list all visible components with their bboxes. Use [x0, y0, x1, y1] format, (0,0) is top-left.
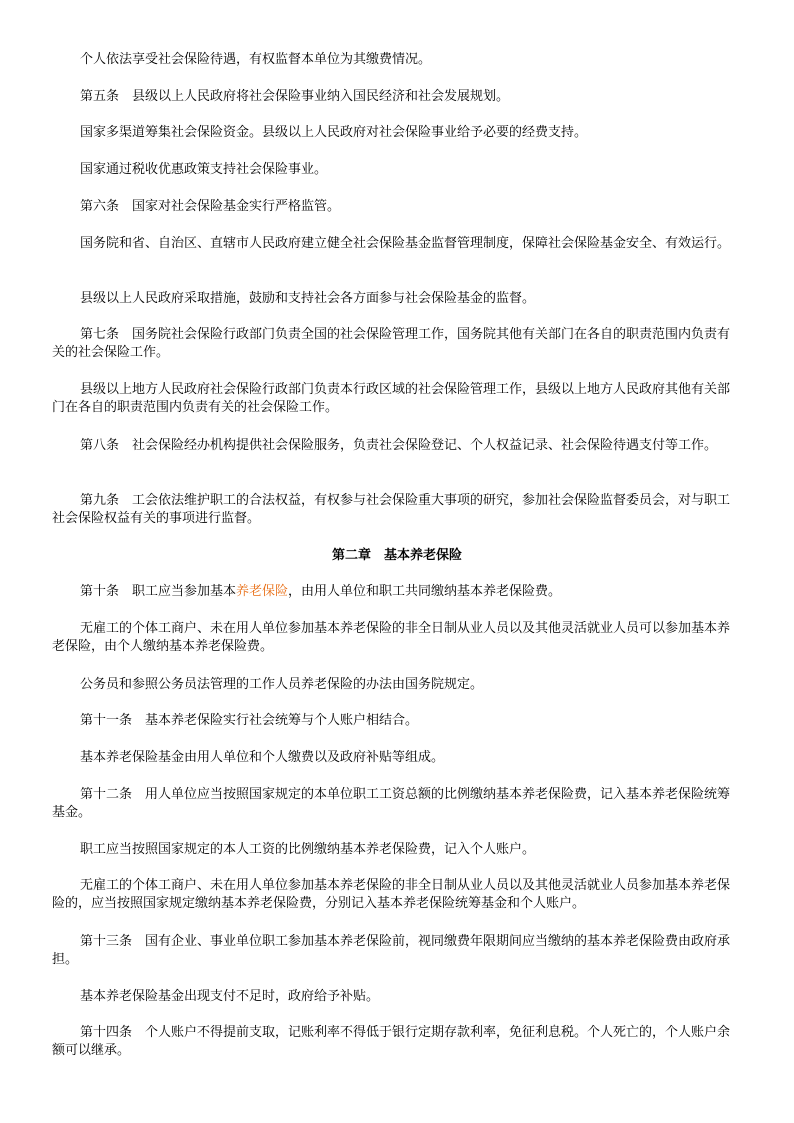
pension-insurance-link[interactable]: 养老保险	[236, 584, 289, 599]
paragraph: 基本养老保险基金由用人单位和个人缴费以及政府补贴等组成。	[80, 750, 445, 765]
paragraph-article-6: 第六条 国家对社会保险基金实行严格监管。	[80, 199, 341, 214]
paragraph-article-12: 第十二条 用人单位应当按照国家规定的本单位职工工资总额的比例缴纳基本养老保险费，记入基本养老保险统筹基金。	[52, 787, 731, 820]
paragraph-article-5: 第五条 县级以上人民政府将社会保险事业纳入国民经济和社会发展规划。	[80, 89, 510, 104]
paragraph-article-14: 第十四条 个人账户不得提前支取，记账利率不得低于银行定期存款利率，免征利息税。个人死亡的，个人账户余额可以继承。	[52, 1025, 731, 1058]
paragraph: 县级以上人民政府采取措施，鼓励和支持社会各方面参与社会保险基金的监督。	[80, 291, 536, 306]
paragraph-article-9: 第九条 工会依法维护职工的合法权益，有权参与社会保险重大事项的研究，参加社会保险监督委员会，对与职工社会保险权益有关的事项进行监督。	[52, 493, 731, 526]
paragraph: 个人依法享受社会保险待遇，有权监督本单位为其缴费情况。	[80, 52, 432, 67]
paragraph-article-11: 第十一条 基本养老保险实行社会统筹与个人账户相结合。	[80, 713, 419, 728]
paragraph-article-8: 第八条 社会保险经办机构提供社会保险服务，负责社会保险登记、个人权益记录、社会保险待遇支付等工作。	[80, 438, 718, 453]
article-10-text-after: ，由用人单位和职工共同缴纳基本养老保险费。	[288, 584, 562, 599]
paragraph: 基本养老保险基金出现支付不足时，政府给予补贴。	[80, 989, 380, 1004]
paragraph: 国家多渠道筹集社会保险资金。县级以上人民政府对社会保险事业给予必要的经费支持。	[80, 125, 588, 140]
paragraph: 县级以上地方人民政府社会保险行政部门负责本行政区域的社会保险管理工作，县级以上地方人民政府其他有关部门在各自的职责范围内负责有关的社会保险工作。	[52, 382, 731, 415]
paragraph: 国家通过税收优惠政策支持社会保险事业。	[80, 162, 328, 177]
paragraph: 国务院和省、自治区、直辖市人民政府建立健全社会保险基金监督管理制度，保障社会保险基金安全、有效运行。	[80, 236, 731, 251]
paragraph: 无雇工的个体工商户、未在用人单位参加基本养老保险的非全日制从业人员以及其他灵活就业人员参加基本养老保险的，应当按照国家规定缴纳基本养老保险费，分别记入基本养老保险统筹基金和个人账户。	[52, 878, 731, 911]
paragraph-article-7: 第七条 国务院社会保险行政部门负责全国的社会保险管理工作，国务院其他有关部门在各自的职责范围内负责有关的社会保险工作。	[52, 327, 731, 360]
chapter-heading: 第二章 基本养老保险	[331, 548, 462, 563]
article-10-text-before: 第十条 职工应当参加基本	[80, 584, 237, 599]
paragraph: 职工应当按照国家规定的本人工资的比例缴纳基本养老保险费，记入个人账户。	[80, 842, 536, 857]
paragraph-article-13: 第十三条 国有企业、事业单位职工参加基本养老保险前，视同缴费年限期间应当缴纳的基本养老保险费由政府承担。	[52, 934, 731, 967]
paragraph-article-10	[52, 583, 742, 601]
paragraph: 无雇工的个体工商户、未在用人单位参加基本养老保险的非全日制从业人员以及其他灵活就业人员可以参加基本养老保险，由个人缴纳基本养老保险费。	[52, 621, 731, 654]
paragraph: 公务员和参照公务员法管理的工作人员养老保险的办法由国务院规定。	[80, 677, 484, 692]
